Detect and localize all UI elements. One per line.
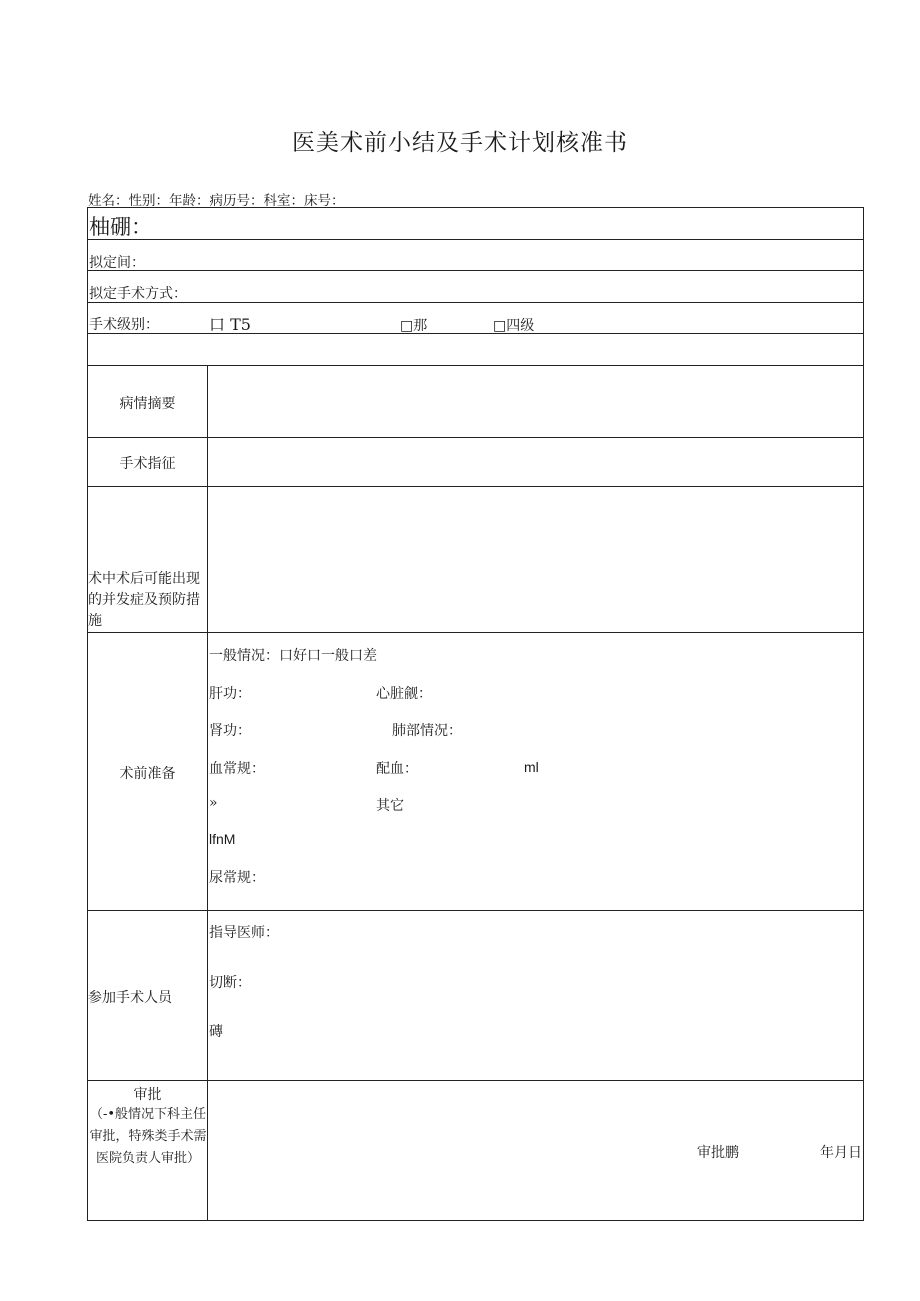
complication-label: 术中术后可能出现的并发症及预防措施: [88, 571, 200, 629]
summary-label: 病情摘要: [119, 396, 176, 412]
page-title: 医美术前小结及手术计划核准书: [292, 130, 628, 156]
surgeon-field: 切断：: [209, 975, 251, 991]
supervising-doctor: 指导医师：: [209, 925, 279, 941]
preop-label: 术前准备: [119, 766, 176, 782]
surgery-grade-label: 手术级别：: [89, 317, 159, 333]
grade-option-t5: 口 T5: [209, 315, 251, 334]
urine-routine: 尿常规：: [209, 870, 265, 886]
general-condition: 一般情况：口好口一般口差: [209, 648, 377, 664]
assistant-field: 磚: [209, 1024, 223, 1040]
liver-function: 肝功：: [209, 686, 251, 702]
lung-condition: 肺部情况：: [392, 723, 462, 739]
diagnosis-field: 柚硼：: [89, 215, 152, 239]
ifnm-item: lfnM: [209, 831, 236, 847]
approval-label: 审批: [133, 1087, 162, 1103]
preop-mark: »: [209, 795, 218, 811]
patient-info-line: 姓名：性别：年龄：病历号：科室：床号：: [88, 193, 345, 209]
indication-label: 手术指征: [119, 456, 176, 472]
grade-option-four: □四级: [493, 318, 535, 334]
kidney-function: 肾功：: [209, 723, 251, 739]
approval-note: （-•般情况下科主任审批，特殊类手术需医院负责人审批）: [89, 1107, 207, 1166]
other-item: 其它: [376, 798, 404, 814]
approval-date: 年月日: [820, 1145, 862, 1161]
heart-function: 心脏觎：: [376, 686, 432, 702]
blood-match: 配血：: [376, 761, 418, 777]
ml-unit: ml: [524, 759, 539, 775]
approval-signature: 审批鹏: [697, 1145, 739, 1161]
planned-time-field: 拟定间：: [89, 255, 145, 271]
staff-label: 参加手术人员: [88, 990, 172, 1006]
grade-option-three: □那: [400, 318, 428, 334]
blood-routine: 血常规：: [209, 761, 265, 777]
planned-method-field: 拟定手术方式：: [89, 286, 187, 302]
